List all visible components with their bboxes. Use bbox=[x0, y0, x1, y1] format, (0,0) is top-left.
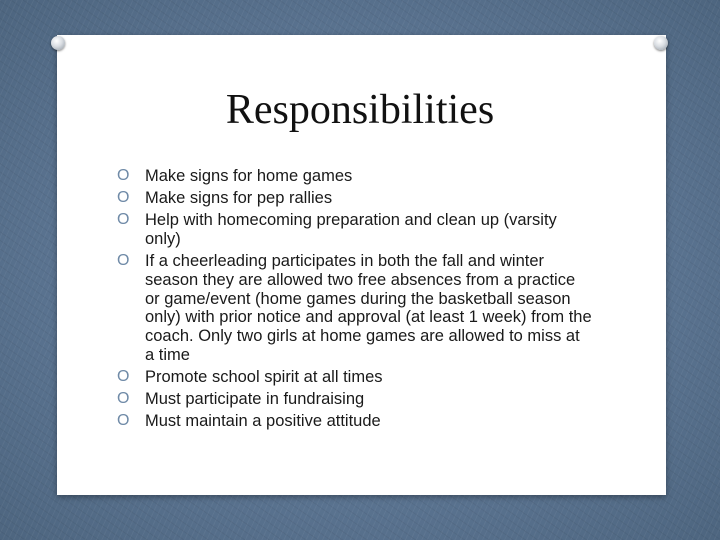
bullet-marker-icon: O bbox=[117, 211, 130, 229]
bullet-marker-icon: O bbox=[117, 167, 130, 184]
bullet-item bbox=[117, 412, 592, 431]
bullet-text: Make signs for home games bbox=[145, 167, 353, 185]
bullet-item bbox=[117, 368, 592, 387]
bullet-text: Make signs for pep rallies bbox=[145, 189, 333, 208]
bullet-marker-icon: O bbox=[117, 189, 130, 207]
bullet-item bbox=[117, 211, 592, 248]
bullet-text: Must participate in fundraising bbox=[145, 390, 365, 409]
bullet-item bbox=[117, 189, 592, 208]
bullet-marker-icon: O bbox=[117, 412, 130, 430]
bullet-item bbox=[117, 252, 592, 364]
bullet-marker-icon: O bbox=[117, 368, 130, 386]
bullet-item bbox=[117, 390, 592, 409]
bullet-marker-icon: O bbox=[117, 390, 130, 408]
bullet-list bbox=[117, 167, 592, 435]
bullet-marker-icon: O bbox=[117, 252, 130, 270]
bullet-text: Must maintain a positive attitude bbox=[145, 412, 381, 431]
pin-icon bbox=[654, 36, 668, 50]
bullet-text: If a cheerleading participates in both the fall and winter season they are allowed two free absences from a practice or game/event (home games during the basketball season only) with prior notice and approval (at least 1 week) from the coach. Only two girls at home games are allowed to miss at a time bbox=[145, 252, 592, 364]
bullet-text: Help with homecoming preparation and clean up (varsity only) bbox=[145, 211, 557, 249]
bullet-item bbox=[117, 167, 592, 186]
slide-title: Responsibilities bbox=[225, 87, 495, 133]
pin-icon bbox=[51, 36, 65, 50]
bullet-text: Promote school spirit at all times bbox=[145, 368, 383, 387]
